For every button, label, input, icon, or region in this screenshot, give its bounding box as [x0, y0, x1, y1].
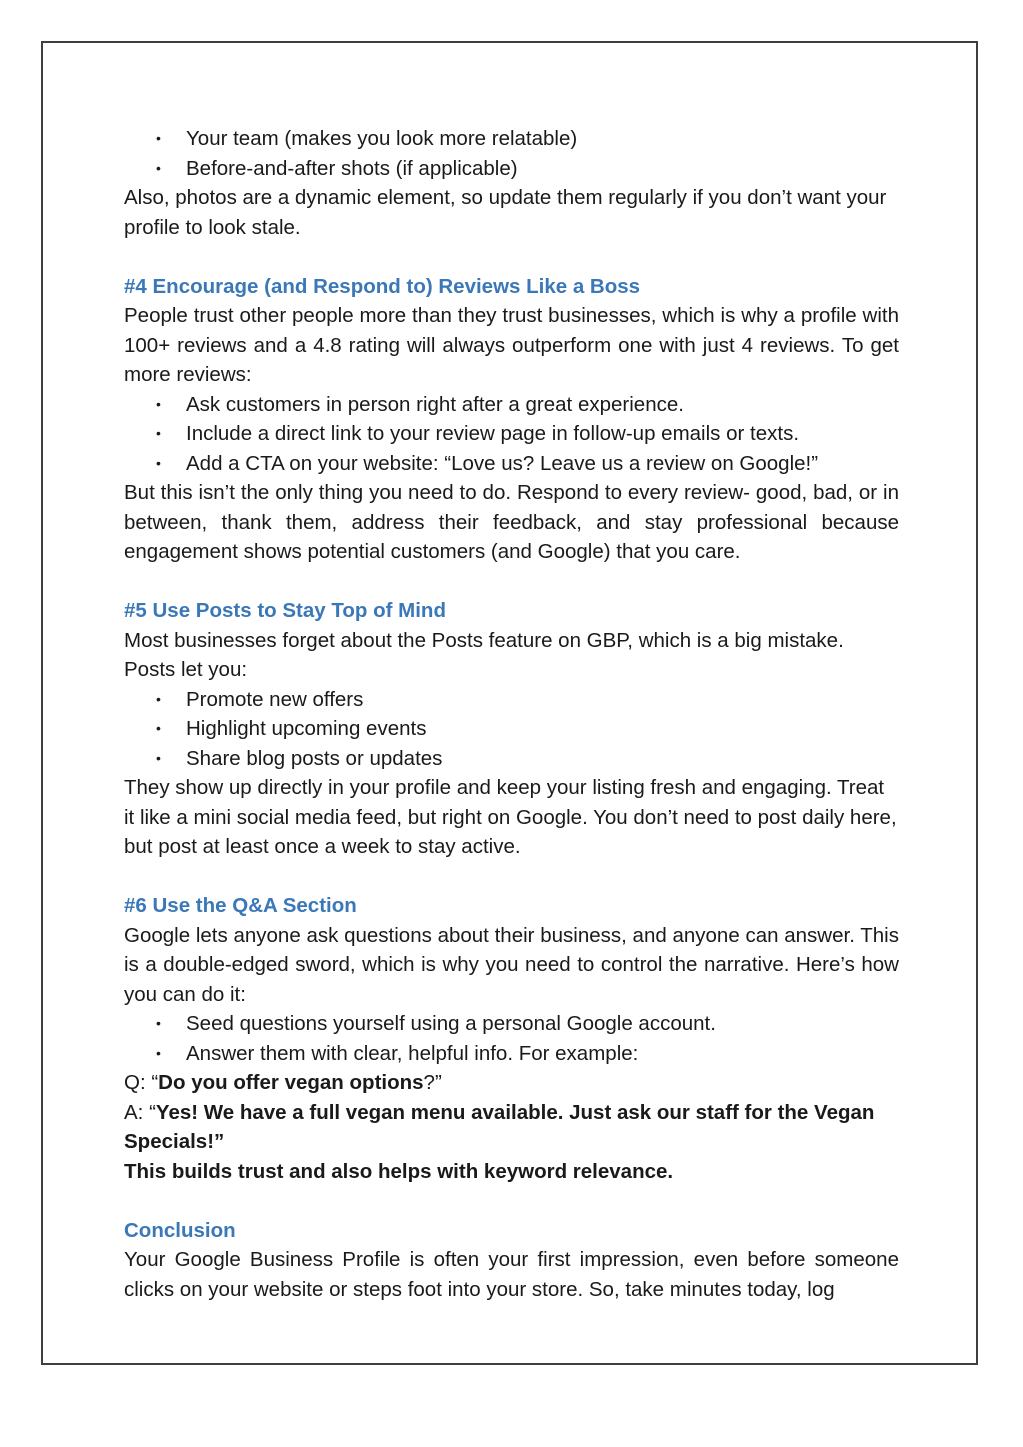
- question-prefix: Q: “: [124, 1071, 159, 1094]
- section-heading-conclusion: Conclusion: [124, 1218, 236, 1242]
- qa-question-example: [124, 1068, 899, 1098]
- list-item: • Seed questions yourself using a personal Google account.: [124, 1009, 899, 1039]
- closing-text: This builds trust and also helps with keyword relevance.: [124, 1159, 674, 1183]
- intro-paragraph: Also, photos are a dynamic element, so update them regularly if you don’t want your profile to look stale.: [124, 186, 887, 239]
- conclusion-paragraph: Your Google Business Profile is often your first impression, even before someone clicks on your website or steps foot into your store. So, take minutes today, log: [124, 1248, 899, 1301]
- answer-prefix: A: “: [124, 1100, 156, 1124]
- section-heading-posts: #5 Use Posts to Stay Top of Mind: [124, 599, 446, 622]
- qa-answer-example: [124, 1098, 899, 1157]
- posts-bullet-list: [124, 685, 899, 774]
- spacer: [124, 242, 899, 272]
- qa-bullet-list: [124, 1009, 899, 1068]
- list-item: • Answer them with clear, helpful info. For example:: [124, 1039, 899, 1069]
- reviews-paragraph: People trust other people more than they trust businesses, which is why a profile with 100+ reviews and a 4.8 rating will always outperform one with just 4 reviews. To get more reviews:: [124, 304, 899, 386]
- posts-paragraph: Most businesses forget about the Posts feature on GBP, which is a big mistake. Posts let you:: [124, 628, 844, 681]
- section-heading-qa: #6 Use the Q&A Section: [124, 894, 357, 917]
- list-item: • Highlight upcoming events: [124, 714, 899, 744]
- spacer: [124, 567, 899, 597]
- list-item: • Your team (makes you look more relatable): [124, 124, 899, 154]
- spacer: [124, 862, 899, 892]
- list-item: • Ask customers in person right after a great experience.: [124, 390, 899, 420]
- section-heading-reviews: #4 Encourage (and Respond to) Reviews Like a Boss: [124, 274, 641, 298]
- spacer: [124, 1186, 899, 1216]
- reviews-followup-paragraph: But this isn’t the only thing you need to do. Respond to every review- good, bad, or in between, thank them, address their feedback, and stay professional because engagement shows potential customers (and Google) that you care.: [124, 481, 899, 563]
- reviews-bullet-list: [124, 390, 899, 479]
- qa-paragraph: Google lets anyone ask questions about their business, and anyone can answer. This is a double-edged sword, which is why you need to control the narrative. Here’s how you can do it:: [124, 923, 899, 1006]
- question-suffix: ?”: [423, 1071, 442, 1094]
- document-body: [124, 124, 899, 1304]
- posts-followup-paragraph: They show up directly in your profile and keep your listing fresh and engaging. Treat it like a mini social media feed, but right on Google. You don’t need to post daily here, but post at least once a week to stay active.: [124, 776, 897, 858]
- question-text: Do you offer vegan options: [158, 1071, 424, 1094]
- list-item: • Promote new offers: [124, 685, 899, 715]
- list-item: • Before-and-after shots (if applicable): [124, 154, 899, 184]
- intro-bullet-list: [124, 124, 899, 183]
- answer-text: Yes! We have a full vegan menu available. Just ask our staff for the Vegan Specials!”: [124, 1100, 875, 1153]
- list-item: • Include a direct link to your review page in follow-up emails or texts.: [124, 419, 899, 449]
- list-item: • Share blog posts or updates: [124, 744, 899, 774]
- qa-closing-line: [124, 1157, 899, 1187]
- list-item: • Add a CTA on your website: “Love us? Leave us a review on Google!”: [124, 449, 899, 479]
